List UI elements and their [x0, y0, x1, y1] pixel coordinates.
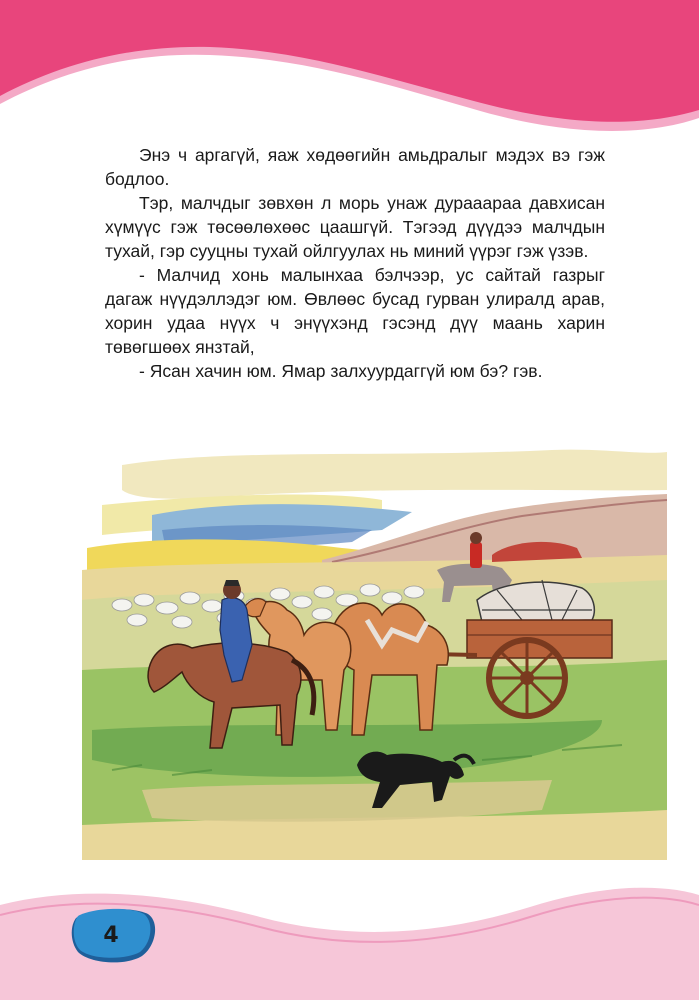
paragraph-1: Энэ ч аргагүй, яаж хөдөөгийн амьдралыг мэдэх вэ гэж бодлоо. — [105, 145, 605, 189]
nomad-caravan-illustration — [82, 430, 667, 860]
story-text — [105, 143, 605, 383]
page-number: 4 — [103, 922, 119, 948]
paragraph-3: - Малчид хонь малынхаа бэлчээр, ус сайтай газрыг дагаж нүүдэллэдэг юм. Өвлөөс бусад гурван улиралд арав, хорин удаа нүүх ч энүүхэнд гэсэнд дүү маань харин төвөгшөөх янзтай, — [105, 265, 605, 357]
top-wave-banner — [0, 0, 699, 140]
paragraph-4: - Ясан хачин юм. Ямар залхуурдаггүй юм бэ? гэв. — [139, 361, 543, 381]
page-number-badge — [70, 906, 160, 964]
paragraph-2: Тэр, малчдыг зөвхөн л морь унаж дурааараа давхисан хүмүүс гэж төсөөлөхөөс цаашгүй. Тэгээд дүүдээ малчдын тухай, гэр сууцны тухай ойлгуулах нь миний үүрэг гэж үзэв. — [105, 193, 605, 261]
